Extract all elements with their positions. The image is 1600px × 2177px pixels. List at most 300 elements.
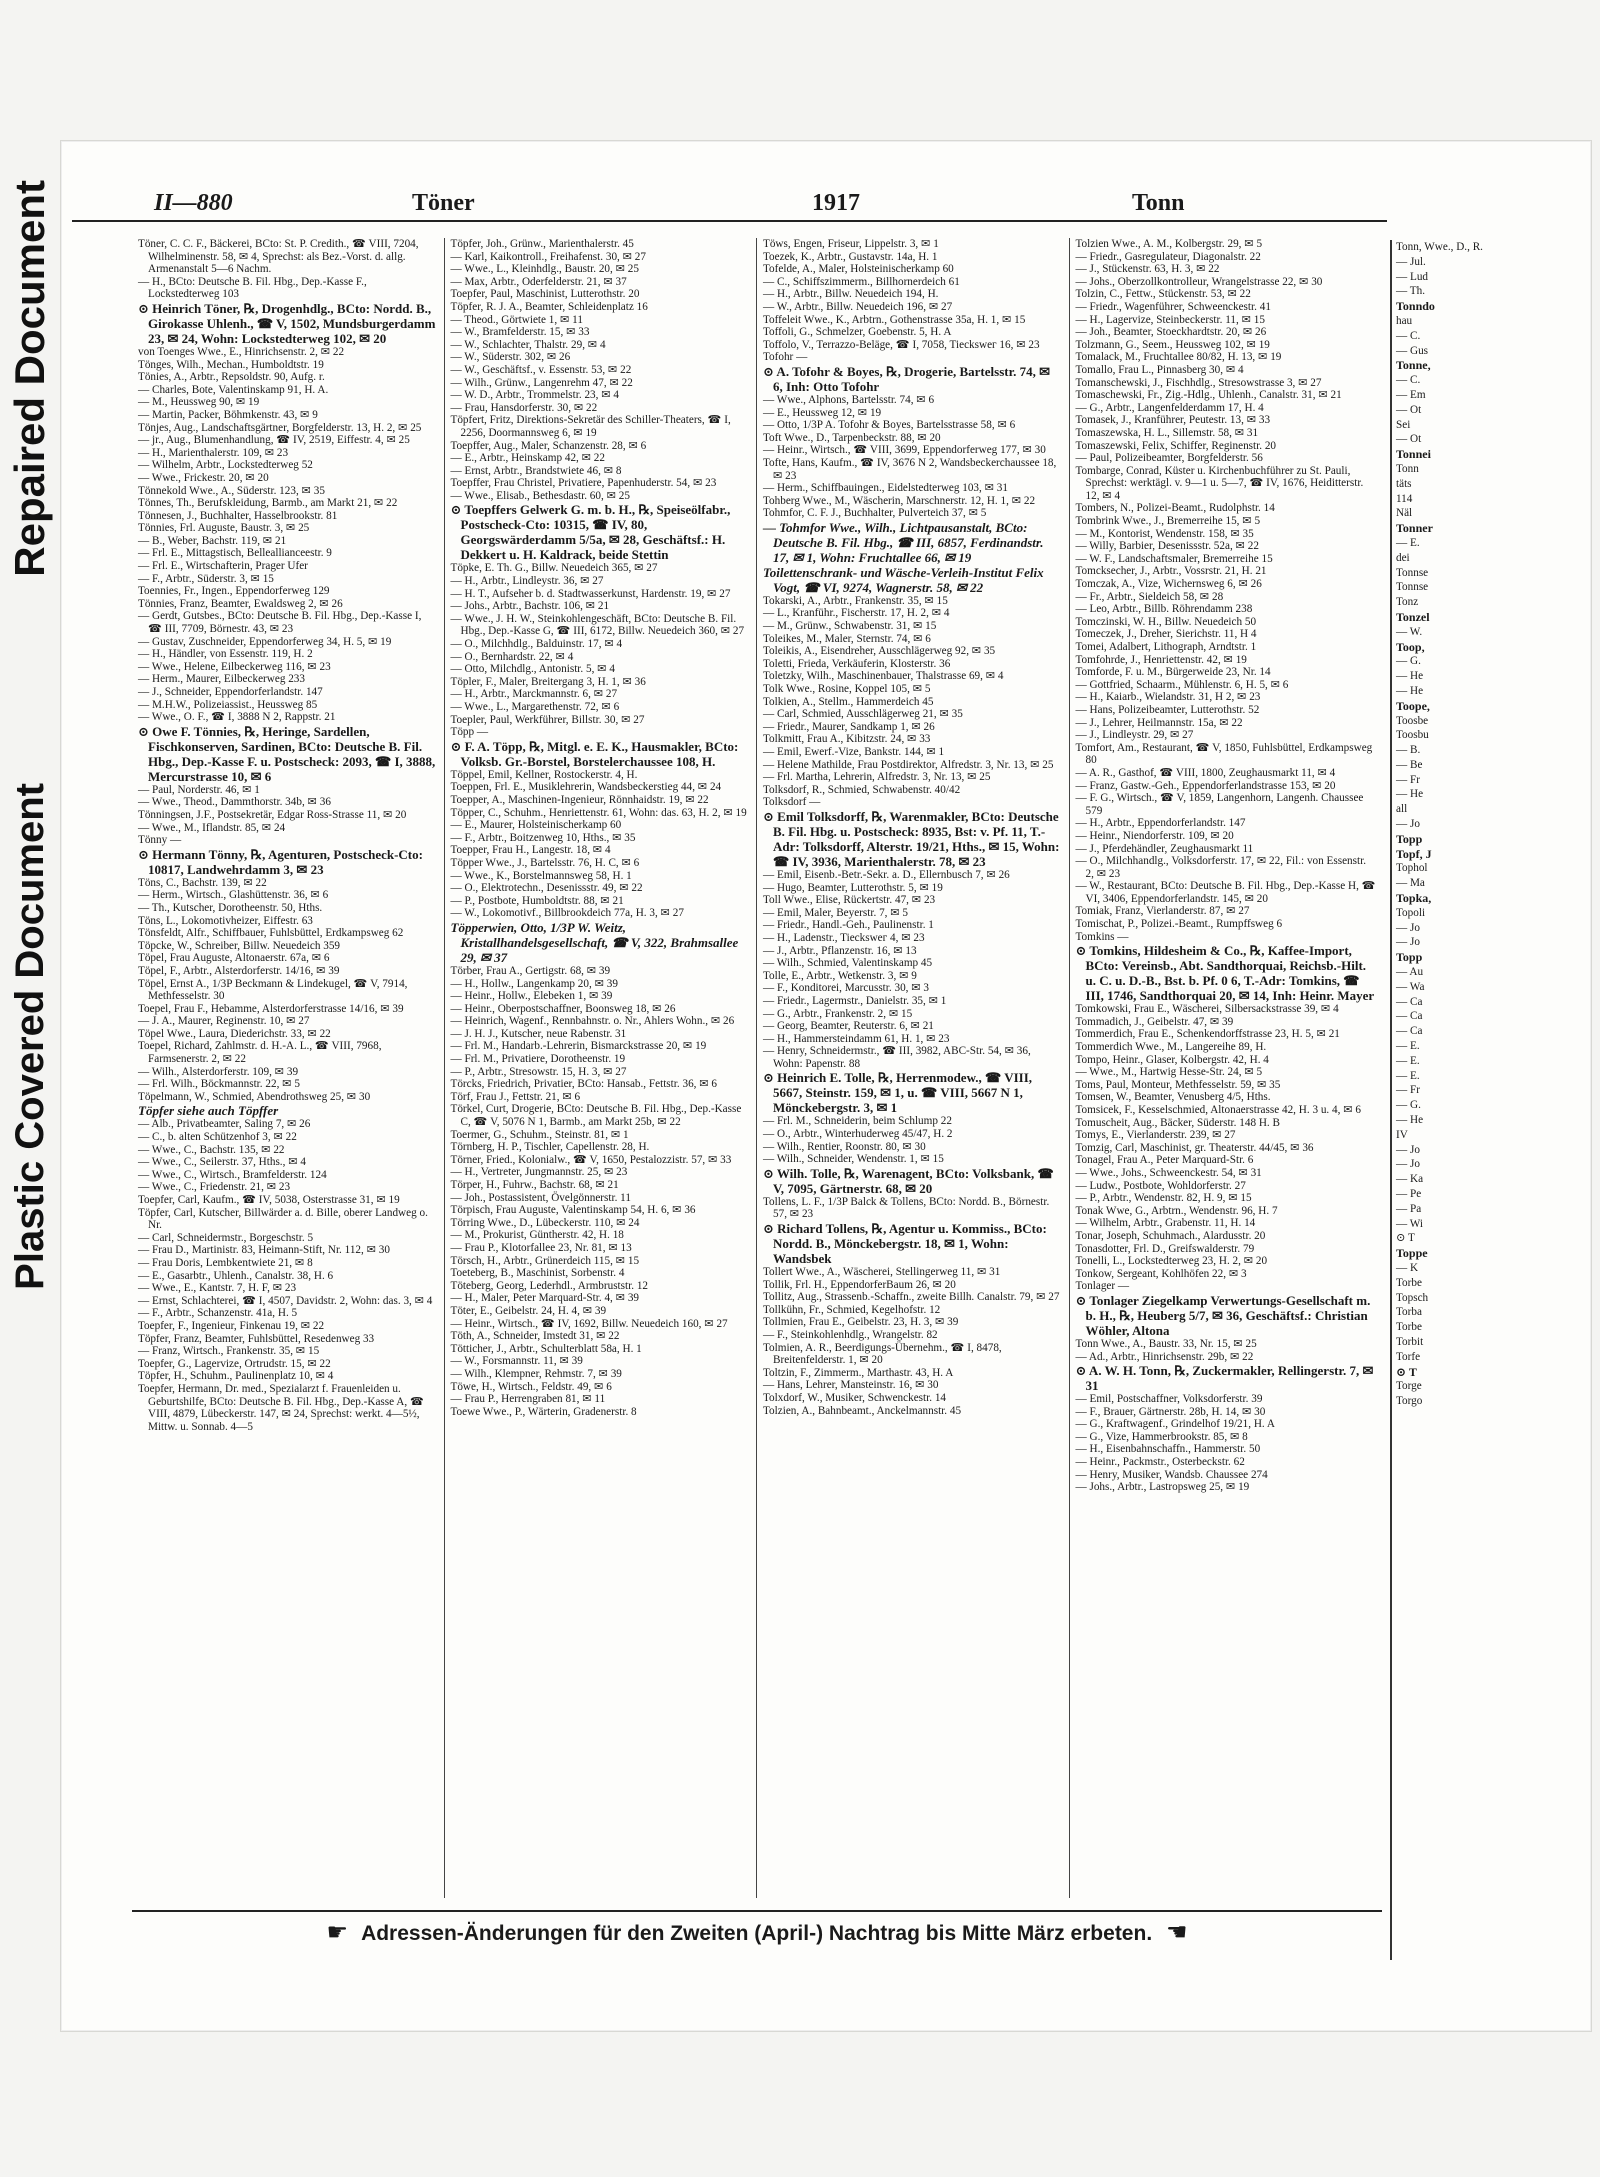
directory-entry: — Joh., Postassistent, Övelgönnerstr. 11: [450, 1191, 631, 1204]
directory-entry: Toepler, Paul, Werkführer, Billstr. 30, ✉ 27: [450, 713, 645, 726]
directory-entry: Tönges, Wilh., Mechan., Humboldtstr. 19: [138, 358, 324, 371]
directory-entry: — W., Forsmannstr. 11, ✉ 39: [450, 1355, 583, 1368]
directory-entry: — J. H. J., Kutscher, neue Rabenstr. 31: [450, 1027, 627, 1040]
directory-entry: Tönny —: [138, 834, 182, 847]
directory-entry: Toffeleit Wwe., K., Arbtrn., Gothenstrasse 35a, H. 1, ✉ 15: [763, 313, 1026, 326]
adjacent-entry: Toop,: [1396, 639, 1425, 654]
directory-entry: — Tohmfor Wwe., Wilh., Lichtpausanstalt, BCto: Deutsche B. Fil. Hbg., ☎ III, 6857, Ferdinandstr. 17, ✉ 1, Wohn: Fruchtallee 66, ✉ 19: [763, 519, 1044, 565]
directory-entry: Toletzky, Wilh., Maschinenbauer, Thalstrasse 69, ✉ 4: [763, 670, 1004, 683]
directory-entry: — Leo, Arbtr., Billb. Röhrendamm 238: [1075, 603, 1253, 616]
directory-entry: ⊙ Heinrich E. Tolle, ℞, Herrenmodew., ☎ VIII, 5667, Steinstr. 159, ✉ 1, u. ☎ VIII, 5667 N 1, Mönckebergstr. 3, ✉ 1: [763, 1070, 1033, 1116]
directory-entry: — Wwe., E., Kantstr. 7, H. F, ✉ 23: [138, 1282, 297, 1295]
directory-entry: Tombarge, Conrad, Küster u. Kirchenbuchführer zu St. Pauli, Sprechst: werktägl. v. 9—1 u. 5—7, ☎ IV, 1676, Heiditterstr. 12, ✉ 4: [1075, 464, 1364, 502]
directory-entry: Toepfer, Paul, Maschinist, Lutterothstr. 20: [450, 288, 640, 301]
directory-entry: Tollkühn, Fr., Schmied, Kegelhofstr. 12: [763, 1303, 941, 1316]
directory-entry: Törber, Frau A., Gertigstr. 68, ✉ 39: [450, 964, 611, 977]
adjacent-entry: — G.: [1396, 1099, 1421, 1112]
directory-entry: Töpke, E. Th. G., Billw. Neuedeich 365, ✉ 27: [450, 562, 658, 575]
adjacent-entry: Toppe: [1396, 1246, 1428, 1261]
directory-entry: — Gottfried, Schaarm., Mühlenstr. 6, H. 5, ✉ 6: [1075, 678, 1289, 691]
directory-entry: — Alb., Privatbeamter, Saling 7, ✉ 26: [138, 1118, 311, 1131]
adjacent-entry: — Fr: [1396, 773, 1420, 786]
directory-entry: — H., Kaiarb., Wielandstr. 31, H 2, ✉ 23: [1075, 691, 1261, 704]
directory-entry: Töpfer, R. J. A., Beamter, Schleidenplatz 16: [450, 300, 648, 313]
directory-entry: Tolzien Wwe., A. M., Kolbergstr. 29, ✉ 5: [1075, 238, 1263, 250]
directory-entry: — W., Süderstr. 302, ✉ 26: [450, 351, 571, 364]
directory-entry: Töpfert, Fritz, Direktions-Sekretär des Schiller-Theaters, ☎ I, 2256, Doormannsweg 6, ✉ 19: [450, 414, 731, 439]
directory-entry: Tolksdorf —: [763, 796, 821, 809]
adjacent-entry: — He: [1396, 670, 1424, 683]
adjacent-entry: Sei: [1396, 418, 1411, 431]
directory-entry: — Henry, Schneidermstr., ☎ III, 3982, ABC-Str. 54, ✉ 36, Wohn: Papenstr. 88: [763, 1045, 1031, 1070]
directory-entry: ⊙ Toepffers Gelwerk G. m. b. H., ℞, Speiseölfabr., Postscheck-Cto: 10315, ☎ IV, 80, Georgswärderdamm 5/5a, ✉ 28, Geschäftsf.: H. Dekkert u. H. Kaldrack, beide Stettin: [450, 502, 731, 563]
directory-entry: — jr., Aug., Blumenhandlung, ☎ IV, 2519, Eiffestr. 4, ✉ 25: [138, 434, 410, 447]
adjacent-entry: Topf, J: [1396, 846, 1432, 861]
directory-entry: Tomuscheit, Aug., Bäcker, Süderstr. 148 H. B: [1075, 1116, 1280, 1129]
directory-entry: Tonn Wwe., A., Baustr. 33, Nr. 15, ✉ 25: [1075, 1337, 1257, 1350]
directory-entry: ⊙ Tonlager Ziegelkamp Verwertungs-Gesellschaft m. b. H., ℞, Heuberg 5/7, ✉ 36, Geschäftsf.: Christian Wöhler, Altona: [1075, 1292, 1371, 1338]
adjacent-entry: — E.: [1396, 1040, 1420, 1053]
directory-entry: Tollitz, Aug., Strassenb.-Schaffn., zweite Billh. Canalstr. 79, ✉ 27: [763, 1291, 1060, 1304]
directory-entry: Töter, E., Geibelstr. 24, H. 4, ✉ 39: [450, 1304, 607, 1317]
footer-text: Adressen-Änderungen für den Zweiten (April-) Nachtrag bis Mitte März erbeten.: [361, 1922, 1153, 1945]
directory-entry: Toft Wwe., D., Tarpenbeckstr. 88, ✉ 20: [763, 431, 941, 444]
directory-entry: Toepfer, F., Ingenieur, Finkenau 19, ✉ 22: [138, 1319, 325, 1332]
adjacent-entry: — Au: [1396, 966, 1424, 979]
directory-entry: Tomei, Adalbert, Lithograph, Arndtstr. 1: [1075, 641, 1257, 653]
adjacent-entry: Näl: [1396, 507, 1413, 520]
adjacent-entry: Torfe: [1396, 1350, 1421, 1363]
directory-entry: — J., Schneider, Eppendorferlandstr. 147: [138, 686, 323, 698]
directory-entry: — Heinr., Wirtsch., ☎ IV, 1692, Billw. Neuedeich 160, ✉ 27: [450, 1317, 728, 1330]
column-4: [1070, 238, 1383, 1898]
directory-entry: Tohmfor, C. F. J., Buchhalter, Pulverteich 37, ✉ 5: [763, 507, 987, 520]
plastic-covered-label: Plastic Covered Document: [7, 783, 52, 1290]
adjacent-entry: — Jo: [1396, 818, 1420, 831]
directory-entry: — W., Arbtr., Billw. Neuedeich 196, ✉ 27: [763, 300, 953, 313]
adjacent-entry: Toosbe: [1396, 714, 1429, 727]
directory-entry: Toffoli, G., Schmelzer, Goebenstr. 5, H. A: [763, 326, 952, 339]
directory-entry: — Frau P., Herrengraben 81, ✉ 11: [450, 1393, 606, 1406]
directory-entry: Toleikis, A., Eisendreher, Ausschlägerweg 92, ✉ 35: [763, 645, 996, 658]
directory-entry: Tomischat, P., Polizei.-Beamt., Rumpffsweg 6: [1075, 918, 1283, 931]
directory-entry: — Charles, Bote, Valentinskamp 91, H. A.: [138, 383, 329, 396]
adjacent-entry: Tonzel: [1396, 609, 1430, 624]
directory-entry: — Frl. E., Mittagstisch, Belleallianceestr. 9: [138, 547, 332, 560]
directory-entry: Tommerdich, Frau E., Schenkendorffstrasse 23, H. 5, ✉ 21: [1075, 1028, 1340, 1041]
directory-entry: — Frl. Wilh., Böckmannstr. 22, ✉ 5: [138, 1078, 300, 1091]
directory-entry: Töpp —: [450, 726, 489, 739]
adjacent-entry: Topp: [1396, 950, 1423, 965]
directory-entry: Toennies, Fr., Ingen., Eppendorferweg 129: [138, 585, 330, 598]
directory-entry: — Wilhelm, Arbtr., Lockstedterweg 52: [138, 459, 313, 472]
directory-entry: — Gustav, Zuschneider, Eppendorferweg 34, H. 5, ✉ 19: [138, 635, 392, 648]
directory-entry: Tomiak, Franz, Vierlanderstr. 87, ✉ 27: [1075, 905, 1250, 918]
directory-entry: — O., Milchhdlg., Balduinstr. 17, ✉ 4: [450, 638, 623, 651]
adjacent-entry: — Ca: [1396, 1010, 1423, 1023]
directory-entry: ⊙ A. Tofohr & Boyes, ℞, Drogerie, Bartelsstr. 74, ✉ 6, Inh: Otto Tofohr: [763, 363, 1051, 394]
directory-entry: — C., b. alten Schützenhof 3, ✉ 22: [138, 1131, 297, 1144]
directory-entry: Tomaschewski, Fr., Zig.-Hdlg., Uhlenh., Canalstr. 31, ✉ 21: [1075, 389, 1342, 402]
directory-entry: Tönsfeldt, Alfr., Schiffbauer, Fuhlsbüttel, Erdkampsweg 62: [138, 927, 404, 940]
directory-entry: Töws, Engen, Friseur, Lippelstr. 3, ✉ 1: [763, 238, 939, 250]
directory-entry: — Friedr., Gasregulateur, Diagonalstr. 22: [1075, 250, 1261, 263]
directory-entry: Tönnesen, J., Buchhalter, Hasselbrookstr. 81: [138, 509, 338, 522]
directory-entry: Toepfer, Carl, Kaufm., ☎ IV, 5038, Osterstrasse 31, ✉ 19: [138, 1194, 400, 1206]
adjacent-entry: — E.: [1396, 536, 1420, 549]
directory-entry: Törner, Fried., Kolonialw., ☎ V, 1650, Pestalozzistr. 57, ✉ 33: [450, 1153, 732, 1166]
directory-entry: Tolmien, A. R., Beerdigungs-Übernehm., ☎ I, 8478, Breitenfelderstr. 1, ✉ 20: [763, 1341, 1002, 1367]
header-year: 1917: [812, 190, 860, 216]
directory-entry: — W., Lokomotivf., Billbrookdeich 77a, H. 3, ✉ 27: [450, 907, 684, 920]
adjacent-entry: Tonndo: [1396, 299, 1435, 314]
adjacent-entry: — Jo: [1396, 936, 1420, 949]
directory-entry: — E., Maurer, Holsteinischerkamp 60: [450, 819, 622, 832]
directory-entry: Töpel, F., Arbtr., Alsterdorferstr. 14/16, ✉ 39: [138, 964, 340, 977]
adjacent-entry: — B.: [1396, 744, 1421, 757]
adjacent-entry: — Em: [1396, 388, 1426, 401]
directory-entry: — H., Hammersteindamm 61, H. 1, ✉ 23: [763, 1032, 950, 1045]
directory-entry: — Wwe., Theod., Dammthorstr. 34b, ✉ 36: [138, 796, 331, 809]
directory-entry: — Wwe., J. H. W., Steinkohlengeschäft, BCto: Deutsche B. Fil. Hbg., Dep.-Kasse G, ☎ III, 6172, Billw. Neuedeich 360, ✉ 27: [450, 612, 745, 638]
directory-entry: — Emil, Ewerf.-Vize, Bankstr. 144, ✉ 1: [763, 746, 945, 758]
adjacent-entry: Torbit: [1396, 1335, 1424, 1348]
directory-entry: — Wilhelm, Arbtr., Grabenstr. 11, H. 14: [1075, 1217, 1256, 1230]
directory-entry: — O., Milchhandlg., Volksdorferstr. 17, ✉ 22, Fil.: von Essenstr. 2, ✉ 23: [1075, 855, 1367, 880]
pointing-hand-left-icon: ☛: [326, 1919, 348, 1946]
directory-entry: — Frl. E., Wirtschafterin, Prager Ufer: [138, 560, 308, 573]
directory-entry: — Wwe., M., Iflandstr. 85, ✉ 24: [138, 821, 286, 834]
directory-entry: — Wwe., M., Hartwig Hesse-Str. 24, ✉ 5: [1075, 1066, 1263, 1079]
directory-entry: Tomzig, Carl, Maschinist, gr. Theaterstr. 44/45, ✉ 36: [1075, 1141, 1314, 1154]
directory-entry: — H., Lagervize, Steinbeckerstr. 11, ✉ 15: [1075, 313, 1265, 326]
directory-entry: — H. T., Aufseher b. d. Stadtwasserkunst, Hardenstr. 19, ✉ 27: [450, 587, 731, 600]
directory-entry: Tomfohrde, J., Henriettenstr. 42, ✉ 19: [1075, 653, 1247, 666]
directory-entry: — Fr., Arbtr., Sieldeich 58, ✉ 28: [1075, 590, 1224, 603]
directory-entry: — H., Maler, Peter Marquard-Str. 4, ✉ 39: [450, 1292, 640, 1305]
directory-entry: Toepper, Frau H., Langestr. 18, ✉ 4: [450, 844, 611, 857]
directory-entry: — F., Arbtr., Schanzenstr. 41a, H. 5: [138, 1307, 298, 1320]
directory-entry: — Heinr., Hollw., Elebeken 1, ✉ 39: [450, 990, 613, 1003]
directory-entry: — Ernst, Schlachterei, ☎ I, 4507, Davidstr. 2, Wohn: das. 3, ✉ 4: [138, 1294, 433, 1307]
directory-entry: Tolxdorf, W., Musiker, Schwenckestr. 14: [763, 1391, 947, 1404]
directory-entry: Toll Wwe., Elise, Rückertstr. 47, ✉ 23: [763, 894, 936, 907]
adjacent-entry: Tonner: [1396, 521, 1433, 536]
adjacent-entry: Tonnse: [1396, 566, 1429, 579]
directory-entry: Tomkins —: [1075, 930, 1129, 943]
directory-entry: — Heinr., Oberpostschaffner, Boonsweg 18, ✉ 26: [450, 1002, 676, 1015]
adjacent-entry: ⊙ T: [1396, 1232, 1415, 1245]
directory-entry: Töpperwien, Otto, 1/3P W. Weitz, Kristallhandelsgesellschaft, ☎ V, 322, Brahmsallee 29, ✉ 37: [450, 919, 739, 965]
directory-entry: — Wwe., O. F., ☎ I, 3888 N 2, Rappstr. 21: [138, 711, 336, 724]
directory-entry: Toms, Paul, Monteur, Methfesselstr. 59, ✉ 35: [1075, 1078, 1281, 1091]
directory-entry: — Wwe., Alphons, Bartelsstr. 74, ✉ 6: [763, 393, 935, 406]
directory-entry: — H., Arbtr., Eppendorferlandstr. 147: [1075, 817, 1246, 830]
adjacent-entry: all: [1396, 803, 1408, 816]
adjacent-entry: 114: [1396, 492, 1413, 505]
adjacent-entry: Toosbu: [1396, 729, 1429, 742]
directory-entry: — Wwe., Frickestr. 20, ✉ 20: [138, 471, 269, 484]
directory-entry: Tönnies, Franz, Beamter, Ewaldsweg 2, ✉ 26: [138, 597, 343, 610]
directory-entry: — F., Arbtr., Boitzenweg 10, Hths., ✉ 35: [450, 831, 636, 844]
directory-entry: — Frl. M., Schneiderin, beim Schlump 22: [763, 1115, 952, 1128]
directory-entry: — Herm., Maurer, Eilbeckerweg 233: [138, 673, 305, 686]
directory-entry: — H., BCto: Deutsche B. Fil. Hbg., Dep.-Kasse F., Lockstedterweg 103: [138, 275, 367, 301]
directory-entry: — P., Arbtr., Stresowstr. 15, H. 3, ✉ 27: [450, 1065, 627, 1078]
adjacent-entry: — Jo: [1396, 1158, 1420, 1171]
directory-entry: Toepfer, Hermann, Dr. med., Spezialarzt f. Frauenleiden u. Geburtshilfe, BCto: Deutsche B. Fil. Hbg., Dep.-Kasse A, ☎ VIII, 4879, Lübeckerstr. 147, ✉ 24, Sprechst: werkt. 4—5½, Mittw. u. Sonnab. 4—5: [138, 1382, 424, 1433]
directory-entry: Toleikes, M., Maler, Sternstr. 74, ✉ 6: [763, 632, 931, 645]
directory-entry: Töth, A., Schneider, Imstedt 31, ✉ 22: [450, 1330, 620, 1343]
directory-entry: — W. F., Landschaftsmaler, Bremerreihe 15: [1075, 552, 1273, 565]
directory-entry: ⊙ Tomkins, Hildesheim & Co., ℞, Kaffee-Import, BCto: Vereinsb., Abt. Sandthorquai, Reichsb.-Hilt. u. C. u. D.-B., Bst. b. Pf. 0 6, T.-Adr: Tomkins, ☎ III, 1746, Sandthorquai 20, ✉ 14, Inh: Heinr. Mayer: [1075, 943, 1375, 1004]
directory-entry: — J., Stückenstr. 63, H. 3, ✉ 22: [1075, 263, 1220, 276]
directory-entry: — Wilh., Grünw., Langenrehm 47, ✉ 22: [450, 376, 633, 389]
directory-entry: — Th., Kutscher, Dorotheenstr. 50, Hths.: [138, 901, 323, 914]
directory-entry: — M., Heussweg 90, ✉ 19: [138, 396, 260, 409]
directory-entry: Tomanschewski, J., Fischhdlg., Stresowstrasse 3, ✉ 27: [1075, 376, 1322, 389]
page-number: II—880: [154, 190, 233, 216]
adjacent-entry: Torge: [1396, 1380, 1422, 1393]
directory-entry: ⊙ A. W. H. Tonn, ℞, Zuckermakler, Rellingerstr. 7, ✉ 31: [1075, 1363, 1374, 1394]
directory-entry: — O., Elektrotechn., Desenissstr. 49, ✉ 22: [450, 882, 643, 895]
column-2: [445, 238, 758, 1898]
directory-entry: — B., Weber, Bachstr. 119, ✉ 21: [138, 534, 287, 547]
directory-entry: Törsch, H., Arbtr., Grünerdeich 115, ✉ 15: [450, 1254, 640, 1267]
directory-entry: Toezek, K., Arbtr., Gustavstr. 14a, H. 1: [763, 250, 938, 263]
directory-entry: Töpper, C., Schuhm., Henriettenstr. 61, Wohn: das. 63, H. 2, ✉ 19: [450, 806, 747, 819]
directory-entry: ⊙ Heinrich Töner, ℞, Drogenhdlg., BCto: Nordd. B., Girokasse Uhlenh., ☎ V, 1502, Mundsburgerdamm 23, ✉ 24, Wohn: Lockstedterweg 102, ✉ 20: [138, 300, 436, 346]
directory-entry: Tönjes, Aug., Landschaftsgärtner, Borgfelderstr. 13, H. 2, ✉ 25: [138, 421, 422, 434]
directory-entry: Tönnes, Th., Berufskleidung, Barmb., am Markt 21, ✉ 22: [138, 497, 398, 510]
directory-entry: — Henry, Musiker, Wandsb. Chaussee 274: [1075, 1468, 1268, 1481]
directory-entry: — Ad., Arbtr., Hinrichsenstr. 29b, ✉ 22: [1075, 1350, 1254, 1363]
directory-entry: Tomeczek, J., Dreher, Sierichstr. 11, H 4: [1075, 628, 1257, 641]
directory-entry: — W. D., Arbtr., Trommelstr. 23, ✉ 4: [450, 389, 620, 402]
directory-entry: Tomalack, M., Fruchtallee 80/82, H. 13, ✉ 19: [1075, 351, 1282, 364]
adjacent-entry: Tonn, Wwe., D., R.: [1396, 241, 1483, 253]
directory-entry: — H., Arbtr., Lindleystr. 36, ✉ 27: [450, 575, 604, 588]
directory-entry: Tolkmitt, Frau A., Kibitzstr. 24, ✉ 33: [763, 733, 931, 746]
directory-entry: Tötticher, J., Arbtr., Schulterblatt 58a, H. 1: [450, 1342, 642, 1355]
directory-entry: Tomczinski, W. H., Billw. Neuedeich 50: [1075, 615, 1257, 628]
directory-entry: Tomkowski, Frau E., Wäscherei, Silbersackstrasse 39, ✉ 4: [1075, 1003, 1339, 1016]
directory-entry: — G., Arbtr., Langenfelderdamm 17, H. 4: [1075, 401, 1264, 414]
directory-entry: Toilettenschrank- und Wäsche-Verleih-Institut Felix Vogt, ☎ VI, 9274, Wagnerstr. 58, ✉ 22: [763, 564, 1044, 595]
directory-entry: — J., Pferdehändler, Zeughausmarkt 11: [1075, 842, 1254, 855]
directory-entry: Toepffer, Aug., Maler, Schanzenstr. 28, ✉ 6: [450, 439, 647, 452]
directory-entry: Tollmien, Frau E., Geibelstr. 23, H. 3, ✉ 39: [763, 1316, 959, 1329]
directory-entry: — Friedr., Handl.-Geh., Paulinenstr. 1: [763, 919, 934, 932]
directory-entry: — Heinr., Niendorferstr. 109, ✉ 20: [1075, 829, 1234, 842]
adjacent-entry: Topoli: [1396, 906, 1426, 919]
directory-entry: Tofohr —: [763, 351, 808, 364]
adjacent-page-strip: [1390, 240, 1600, 1960]
directory-entry: Tolzin, C., Fettw., Stückenstr. 53, ✉ 22: [1075, 288, 1251, 301]
directory-entry: — P., Postbote, Humboldtstr. 88, ✉ 21: [450, 894, 624, 907]
directory-entry: Tollik, Frl. H., EppendorferBaum 26, ✉ 20: [763, 1278, 956, 1291]
directory-entry: Toepper, A., Maschinen-Ingenieur, Rönnhaidstr. 19, ✉ 22: [450, 793, 709, 806]
directory-entry: Töpel, Frau Auguste, Altonaerstr. 67a, ✉ 6: [138, 952, 330, 965]
directory-entry: — Paul, Polizeibeamter, Borgfelderstr. 56: [1075, 452, 1263, 465]
directory-entry: — Max, Arbtr., Oderfelderstr. 21, ✉ 37: [450, 275, 627, 288]
adjacent-entry: Tonnei: [1396, 447, 1431, 462]
directory-entry: — Wwe., L., Margarethenstr. 72, ✉ 6: [450, 701, 620, 713]
directory-entry: — Frl. M., Privatiere, Dorotheenstr. 19: [450, 1053, 626, 1066]
directory-entry: Tolkien, A., Stellm., Hammerdeich 45: [763, 695, 934, 708]
directory-entry: — Frau P., Klotorfallee 23, Nr. 81, ✉ 13: [450, 1241, 632, 1254]
directory-entry: — L., Kranführ., Fischerstr. 17, H. 2, ✉ 4: [763, 607, 950, 620]
adjacent-entry: Topka,: [1396, 891, 1432, 906]
directory-entry: Tolzmann, G., Seem., Heussweg 102, ✉ 19: [1075, 338, 1270, 351]
adjacent-entry: — He: [1396, 684, 1424, 697]
directory-entry: Töpper Wwe., J., Bartelsstr. 76, H. C, ✉ 6: [450, 856, 640, 869]
directory-entry: — Wwe., C., Seilerstr. 37, Hths., ✉ 4: [138, 1156, 306, 1169]
directory-entry: — G., Vize, Hammerbrookstr. 85, ✉ 8: [1075, 1430, 1248, 1443]
directory-entry: — Carl, Schmied, Ausschlägerweg 21, ✉ 35: [763, 708, 963, 721]
directory-entry: Töpelmann, W., Schmied, Abendrothsweg 25, ✉ 30: [138, 1090, 371, 1103]
directory-entry: Töppel, Emil, Kellner, Rostockerstr. 4, H.: [450, 768, 638, 781]
directory-entry: Tomforde, F. u. M., Bürgerweide 23, Nr. 14: [1075, 666, 1271, 679]
directory-entry: Tompo, Heinr., Glaser, Kolbergstr. 42, H. 4: [1075, 1053, 1269, 1066]
header-last-word: Tonn: [1132, 190, 1185, 216]
directory-entry: Tonkow, Sergeant, Kohlhöfen 22, ✉ 3: [1075, 1267, 1247, 1280]
directory-entry: Tokarski, A., Arbtr., Frankenstr. 35, ✉ 15: [763, 594, 948, 607]
directory-entry: Töner, C. C. F., Bäckerei, BCto: St. P. Credith., ☎ VIII, 7204, Wilhelminenstr. 58, ✉ 4, Sprechst: als Bez.-Vorst. d. allg. Armenanstalt 5—6 Nachm.: [138, 238, 419, 276]
adjacent-entry: — Th.: [1396, 285, 1426, 298]
directory-entry: Törper, H., Fuhrw., Bachstr. 68, ✉ 21: [450, 1179, 619, 1191]
directory-entry: Tomsicek, F., Kesselschmied, Altonaerstrasse 42, H. 3 u. 4, ✉ 6: [1075, 1104, 1361, 1116]
directory-entry: Tonagel, Frau A., Peter Marquard-Str. 6: [1075, 1154, 1254, 1167]
directory-entry: Tönies, A., Arbtr., Repsoldstr. 90, Aufg. r.: [138, 371, 325, 384]
directory-entry: — J., Arbtr., Pflanzenstr. 16, ✉ 13: [763, 944, 917, 957]
directory-entry: — Wwe., C., Wirtsch., Bramfelderstr. 124: [138, 1168, 327, 1181]
directory-entry: Töpel, Ernst A., 1/3P Beckmann & Lindekugel, ☎ V, 7914, Methfesselstr. 30: [138, 977, 408, 1003]
directory-entry: Törpisch, Frau Auguste, Valentinskamp 54, H. 6, ✉ 36: [450, 1204, 696, 1217]
directory-entry: — J., Lehrer, Heilmannstr. 15a, ✉ 22: [1075, 716, 1243, 729]
directory-entry: Tönnekold Wwe., A., Süderstr. 123, ✉ 35: [138, 484, 325, 497]
directory-entry: — Frau Doris, Lembkentwiete 21, ✉ 8: [138, 1256, 313, 1269]
directory-entry: Toepel, Frau F., Hebamme, Alsterdorferstrasse 14/16, ✉ 39: [138, 1002, 404, 1015]
directory-entry: — M., Prokurist, Güntherstr. 42, H. 18: [450, 1229, 624, 1242]
adjacent-entry: Toope,: [1396, 698, 1430, 713]
adjacent-entry: — Lud: [1396, 270, 1429, 283]
directory-entry: — Wwe., C., Friedenstr. 21, ✉ 23: [138, 1181, 291, 1194]
header-first-word: Töner: [412, 190, 475, 216]
directory-entry: — Johs., Arbtr., Lastropsweg 25, ✉ 19: [1075, 1481, 1250, 1494]
adjacent-entry: — Jo: [1396, 1143, 1420, 1156]
adjacent-entry: — He: [1396, 788, 1424, 801]
directory-entry: — F., Arbtr., Süderstr. 3, ✉ 15: [138, 572, 274, 585]
adjacent-entry: ⊙ T: [1396, 1364, 1417, 1379]
adjacent-entry: Torgo: [1396, 1395, 1423, 1408]
directory-entry: Törkel, Curt, Drogerie, BCto: Deutsche B. Fil. Hbg., Dep.-Kasse C, ☎ V, 5076 N 1, Barmb., am Markt 25b, ✉ 22: [450, 1103, 742, 1129]
directory-entry: — H., Arbtr., Marckmannstr. 6, ✉ 27: [450, 688, 618, 701]
directory-entry: Toepffer, Frau Christel, Privatiere, Papenhuderstr. 54, ✉ 23: [450, 477, 717, 490]
directory-entry: Tohberg Wwe., M., Wäscherin, Marschnerstr. 12, H. 1, ✉ 22: [763, 494, 1036, 507]
adjacent-entry: — E.: [1396, 1054, 1420, 1067]
adjacent-entry: IV: [1396, 1128, 1408, 1141]
directory-entry: — A. R., Gasthof, ☎ VIII, 1800, Zeughausmarkt 11, ✉ 4: [1075, 766, 1336, 779]
adjacent-entry: — C.: [1396, 374, 1421, 387]
directory-entry: — W., Geschäftsf., v. Essenstr. 53, ✉ 22: [450, 363, 632, 376]
adjacent-entry: — Wi: [1396, 1217, 1424, 1230]
directory-entry: ⊙ F. A. Töpp, ℞, Mitgl. e. E. K., Hausmakler, BCto: Volksb. Gr.-Borstel, Borstelerchaussee 108, H.: [450, 738, 739, 769]
directory-entry: Tofelde, A., Maler, Holsteinischerkamp 60: [763, 263, 954, 276]
directory-entry: Tollens, L. F., 1/3P Balck & Tollens, BCto: Nordd. B., Börnestr. 57, ✉ 23: [763, 1195, 1050, 1221]
adjacent-entry: — Fr: [1396, 1084, 1420, 1097]
directory-entry: — H., Hollw., Langenkamp 20, ✉ 39: [450, 977, 618, 990]
directory-entry: — Wwe., L., Kleinhdlg., Baustr. 20, ✉ 25: [450, 263, 639, 276]
directory-entry: Tönningsen, J.F., Postsekretär, Edgar Ross-Strasse 11, ✉ 20: [138, 808, 407, 821]
directory-entry: — Wwe., Helene, Eilbeckerweg 116, ✉ 23: [138, 660, 331, 673]
directory-entry: Törcks, Friedrich, Privatier, BCto: Hansab., Fettstr. 36, ✉ 6: [450, 1078, 718, 1091]
adjacent-entry: — Ot: [1396, 403, 1422, 416]
directory-entry: — W., Bramfelderstr. 15, ✉ 33: [450, 326, 590, 339]
directory-entry: — M., Kontorist, Wendenstr. 158, ✉ 35: [1075, 527, 1254, 540]
repaired-document-label: Repaired Document: [6, 180, 53, 577]
directory-entry: — Ludw., Postbote, Wohldorferstr. 27: [1075, 1179, 1246, 1192]
directory-entry: — Theod., Görtwiete 1, ✉ 11: [450, 313, 583, 326]
directory-entry: Toewe Wwe., P., Wärterin, Gradenerstr. 8: [450, 1405, 637, 1418]
directory-entry: Töwe, H., Wirtsch., Feldstr. 49, ✉ 6: [450, 1380, 612, 1393]
adjacent-entry: — He: [1396, 1114, 1424, 1127]
directory-entry: — Wwe., C., Bachstr. 135, ✉ 22: [138, 1143, 285, 1156]
directory-entry: — O., Arbtr., Winterhuderweg 45/47, H. 2: [763, 1128, 953, 1141]
directory-entry: — Wilh., Rentier, Roonstr. 80, ✉ 30: [763, 1140, 926, 1153]
side-labels: [0, 180, 60, 1290]
directory-entry: Töns, C., Bachstr. 139, ✉ 22: [138, 876, 267, 889]
directory-entry: — Otto, Milchdlg., Antonistr. 5, ✉ 4: [450, 663, 615, 676]
directory-entry: — J., Lindleystr. 29, ✉ 27: [1075, 729, 1194, 742]
adjacent-entry: Tonz: [1396, 596, 1419, 609]
directory-entry: — Wwe., Johs., Schweenckestr. 54, ✉ 31: [1075, 1166, 1262, 1179]
directory-entry: Tonlager —: [1075, 1280, 1130, 1293]
directory-entry: — C., Schiffszimmerm., Billhornerdeich 61: [763, 275, 960, 288]
adjacent-entry: Tonne,: [1396, 358, 1431, 373]
adjacent-entry: — Jo: [1396, 921, 1420, 934]
directory-entry: — Wwe., Elisab., Bethesdastr. 60, ✉ 25: [450, 489, 630, 502]
directory-entry: — H., Vertreter, Jungmannstr. 25, ✉ 23: [450, 1166, 628, 1179]
directory-entry: Tolzien, A., Bahnbeamt., Anckelmannstr. 45: [763, 1404, 962, 1417]
adjacent-entry: Tophol: [1396, 862, 1428, 875]
directory-entry: — Johs., Arbtr., Bachstr. 106, ✉ 21: [450, 600, 610, 613]
adjacent-entry: Topsch: [1396, 1291, 1429, 1304]
adjacent-entry: — Gus: [1396, 344, 1429, 357]
directory-entry: — Frau, Hansdorferstr. 30, ✉ 22: [450, 401, 598, 414]
adjacent-entry: — Ca: [1396, 995, 1423, 1008]
directory-entry: — W., Schlachter, Thalstr. 29, ✉ 4: [450, 338, 606, 351]
directory-entry: Toletti, Frieda, Verkäuferin, Klosterstr. 36: [763, 657, 951, 670]
pointing-hand-right-icon: ☚: [1166, 1919, 1188, 1946]
directory-entry: — Hans, Polizeibeamter, Lutterothstr. 52: [1075, 703, 1260, 716]
directory-entry: — Wilh., Alsterdorferstr. 109, ✉ 39: [138, 1065, 299, 1078]
directory-entry: Tomallo, Frau L., Pinnasberg 30, ✉ 4: [1075, 363, 1244, 376]
directory-entry: Töpel Wwe., Laura, Diederichstr. 33, ✉ 22: [138, 1027, 331, 1040]
adjacent-entry: — Pe: [1396, 1188, 1422, 1200]
directory-entry: Tolksdorf, R., Schmied, Schwabenstr. 40/42: [763, 783, 961, 796]
adjacent-entry: hau: [1396, 314, 1413, 327]
directory-entry: — H., Ladenstr., Tieckswег 4, ✉ 23: [763, 931, 925, 944]
adjacent-entry: Tonnse: [1396, 581, 1429, 594]
directory-entry: von Toenges Wwe., E., Hinrichsenstr. 2, ✉ 22: [138, 345, 345, 358]
directory-entry: — Emil, Maler, Beyerstr. 7, ✉ 5: [763, 906, 909, 919]
directory-entry: Tomaszewski, Felix, Schiffer, Reginenstr. 20: [1075, 439, 1277, 452]
directory-entry: — Hugo, Beamter, Lutterothstr. 5, ✉ 19: [763, 881, 943, 894]
adjacent-entry: — Ma: [1396, 877, 1425, 890]
entry-columns: [132, 238, 1382, 1898]
directory-entry: — Hans, Lehrer, Mansteinstr. 16, ✉ 30: [763, 1379, 939, 1392]
